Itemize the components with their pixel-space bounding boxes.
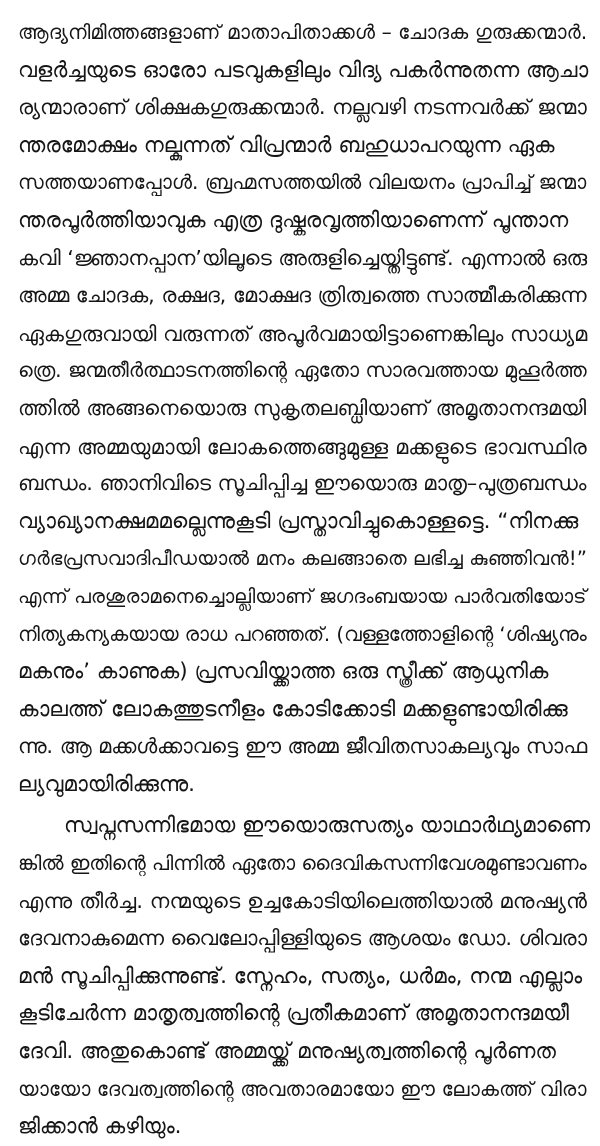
text-line: എന്നു തീർച്ച. നന്മയുടെ ഉച്ചകോടിയിലെത്തിയാൽ മനുഷ്യൻ (18, 888, 588, 914)
text-line: കാലത്ത് ലോകത്തുടനീളം കോടിക്കോടി മക്കളുണ്ടായിരിക്കു (18, 696, 568, 722)
text-line: ജിക്കാൻ കഴിയും. (18, 1114, 182, 1140)
text-line: വളർച്ചയുടെ ഓരോ പടവുകളിലും വിദ്യ പകർന്നുതന്ന ആചാ (18, 57, 589, 83)
text-line: ന്തരപൂർത്തിയാവുക എത്ര ദുഷ്കരവൃത്തിയാണെന്ന് പൂന്താന (18, 207, 569, 233)
text-line: എന്ന അമ്മയുമായി ലോകത്തെങ്ങുമുള്ള മക്കളുടെ ഭാവസ്ഥിര (18, 433, 587, 459)
text-line: മകനും’ കാണുക) പ്രസവിയ്ക്കാത്ത ഒരു സ്ത്രീക്ക് ആധുനിക (18, 659, 549, 685)
text-line: ഏകഗുരുവായി വരുന്നത് അപൂർവമായിട്ടാണെങ്കിലും സാധ്യമ (18, 320, 588, 346)
text-line: യായോ ദേവത്വത്തിന്റെ അവതാരമായോ ഈ ലോകത്ത് വിരാ (18, 1076, 587, 1101)
text-line: ആദ്യനിമിത്തങ്ങളാണ് മാതാപിതാക്കൾ – ചോദക ഗുരുക്കന്മാർ. (18, 20, 588, 44)
paragraph-2 (18, 807, 590, 1145)
text-line: ത്രെ. ജന്മതീർത്ഥാടനത്തിന്റെ ഏതോ സാരവത്തായ മുഹൂർത്ത (18, 358, 587, 383)
text-line: ദേവി. അതുകൊണ്ട് അമ്മയ്ക്ക് മനുഷ്യത്വത്തിന്റെ പൂർണത (18, 1039, 556, 1065)
text-line: സത്തയാണപ്പോൾ. ബ്രഹ്മസത്തയിൽ വിലയനം പ്രാപിച്ച് ജന്മാ (18, 170, 587, 195)
paragraph-1 (18, 14, 590, 803)
text-line: ബന്ധം. ഞാനിവിടെ സൂചിപ്പിച്ച ഈയൊരു മാതൃ–പുത്രബന്ധം (18, 471, 587, 496)
text-line: കൂടിചേർന്ന മാതൃത്വത്തിന്റെ പ്രതീകമാണ് അമൃതാനന്ദമയീ (18, 1001, 569, 1027)
text-line: ത്തിൽ അങ്ങനെയൊരു സുകൃതലബ്ധിയാണ് അമൃതാനന്ദമയി (18, 395, 587, 420)
text-line: മൻ സൂചിപ്പിക്കുന്നുണ്ട്. സ്നേഹം, സത്യം, ധർമം, നന്മ എല്ലാം (18, 963, 583, 989)
text-line: നിത്യകന്യകയായ രാധ പറഞ്ഞത്. (വള്ളത്തോളിന്റെ ‘ശിഷ്യനും (18, 622, 587, 646)
text-line: ങ്കിൽ ഇതിന്റെ പിന്നിൽ ഏതോ ദൈവികസന്നിവേശമുണ്ടാവണം (18, 852, 587, 876)
text-line: കവി ‘ജ്ഞാനപ്പാന’യിലൂടെ അരുളിച്ചെയ്തിട്ടുണ്ട്. എന്നാൽ ഒരു (18, 245, 588, 270)
text-line: ദേവനാകുമെന്ന വൈലോപ്പിള്ളിയുടെ ആശയം ഡോ. ശിവരാ (18, 926, 587, 951)
text-line: വ്യാഖ്യാനക്ഷമമല്ലെന്നുകൂടി പ്രസ്താവിച്ചുകൊള്ളട്ടെ. “നിനക്കു (18, 508, 579, 534)
text-line: ഗർഭപ്രസവാദിപീഡയാൽ മനം കലങ്ങാതെ ലഭിച്ച കുഞ്ഞിവൻ!” (18, 547, 587, 571)
document-page (18, 14, 590, 1146)
text-line: ര്യന്മാരാണ് ശിക്ഷകഗുരുക്കന്മാർ. നല്ലവഴി നടന്നവർക്ക് ജന്മാ (18, 95, 587, 120)
text-line: ന്നു. ആ മക്കൾക്കാവട്ടെ ഈ അമ്മ ജീവിതസാകല്യവും സാഫ (18, 734, 588, 759)
text-line: എന്ന് പരശുരാമനെച്ചൊല്ലിയാണ് ജഗദംബയായ പാർവതിയോട് (18, 584, 587, 608)
text-line: ല്യവുമായിരിക്കുന്നു. (18, 771, 195, 797)
text-line: അമ്മ ചോദക, രക്ഷദ, മോക്ഷദ ത്രിത്വത്തെ സാത്മീകരിക്കുന്ന (18, 283, 587, 308)
text-line: സ്വപ്നസന്നിഭമായ ഈയൊരുസത്യം യാഥാർഥ്യമാണെ (64, 813, 590, 839)
text-line: ന്തരമോക്ഷം നല്കുന്നത് വിപ്രന്മാർ ബഹുധാപറയുന്ന ഏക (18, 132, 555, 158)
